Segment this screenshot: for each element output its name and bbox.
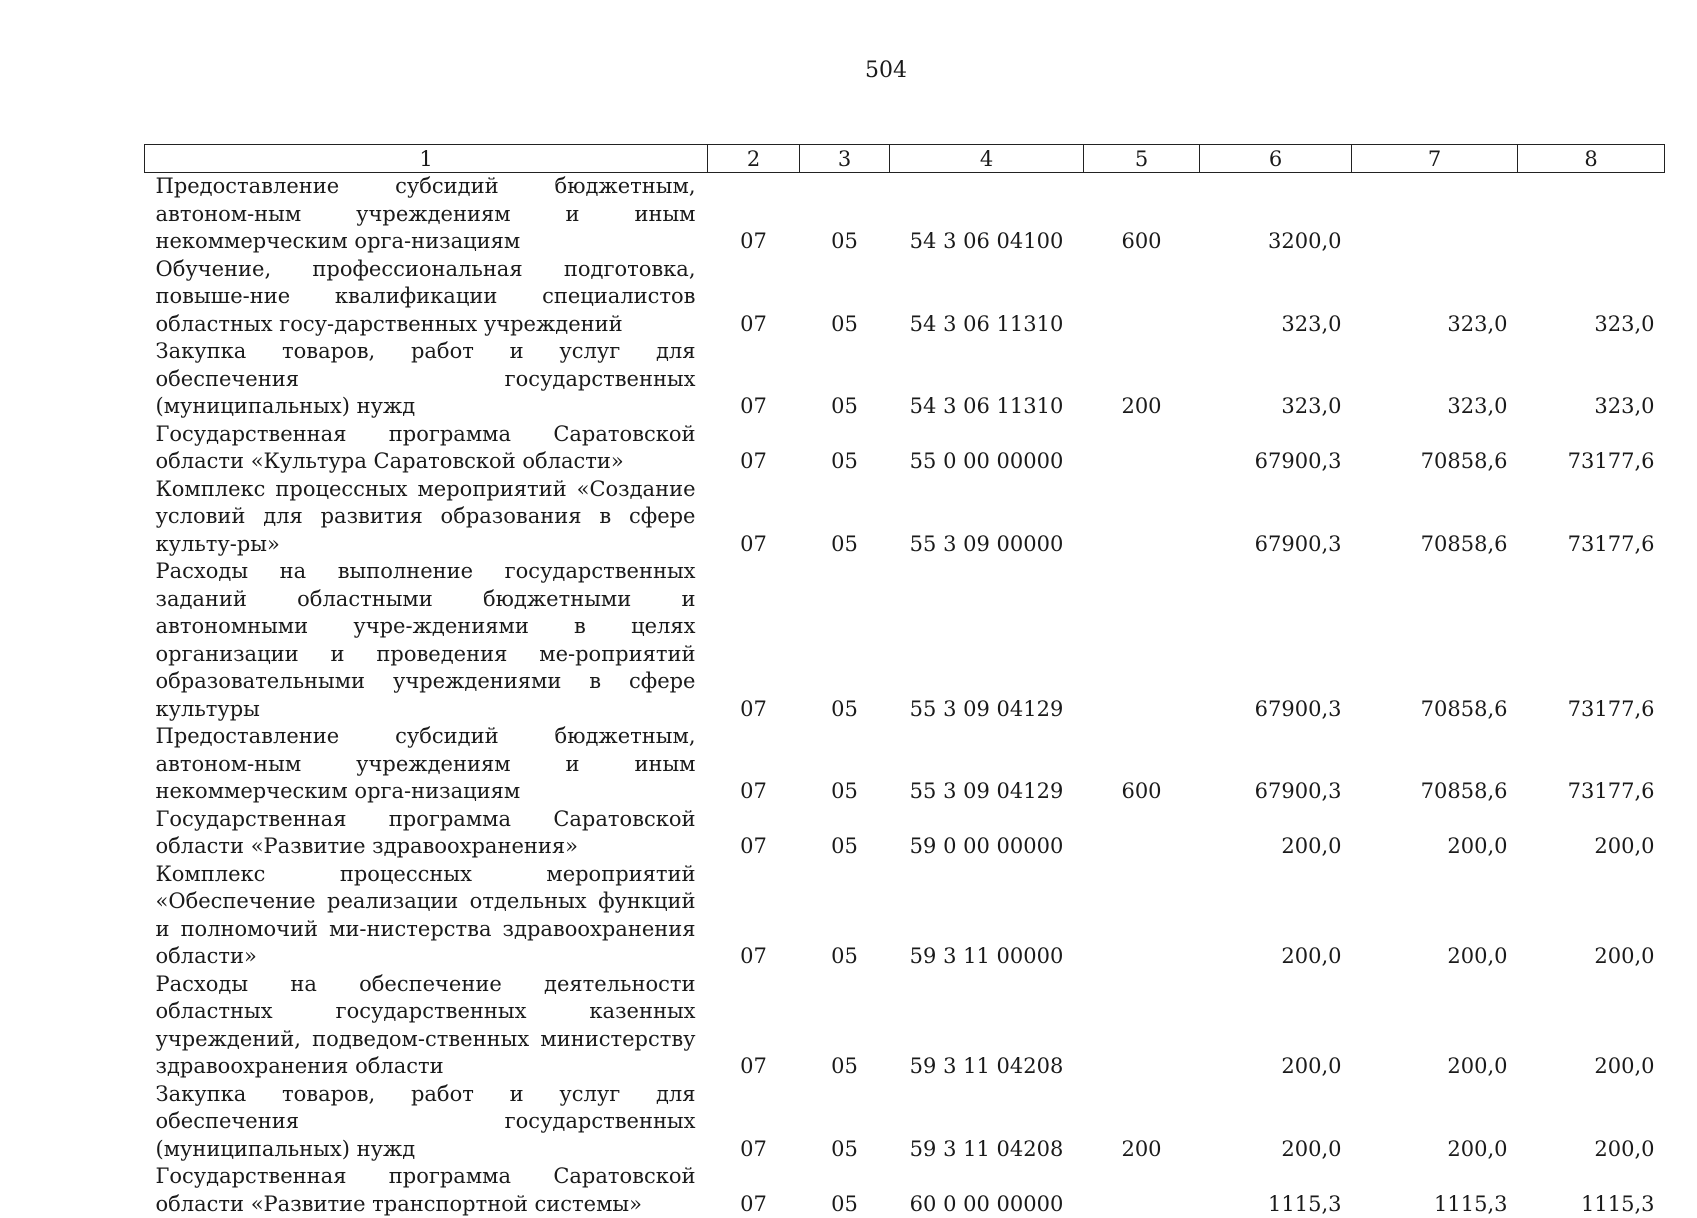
row-target-article: 55 0 00 00000	[890, 421, 1084, 476]
row-name: Закупка товаров, работ и услуг для обеспечения государственных (муниципальных) нужд	[145, 1081, 708, 1164]
table-row	[145, 1163, 1665, 1218]
row-section: 07	[708, 173, 800, 256]
table-row	[145, 861, 1665, 971]
row-value-col8	[1518, 173, 1665, 256]
row-expense-type: 200	[1084, 1081, 1200, 1164]
row-value-col8: 73177,6	[1518, 558, 1665, 723]
row-subsection: 05	[800, 558, 890, 723]
row-value-col6: 67900,3	[1200, 723, 1352, 806]
row-value-col7: 200,0	[1352, 806, 1518, 861]
row-value-col6: 323,0	[1200, 256, 1352, 339]
row-name: Закупка товаров, работ и услуг для обеспечения государственных (муниципальных) нужд	[145, 338, 708, 421]
row-value-col7: 70858,6	[1352, 723, 1518, 806]
row-section: 07	[708, 861, 800, 971]
row-subsection: 05	[800, 1163, 890, 1218]
row-section: 07	[708, 256, 800, 339]
row-target-article: 55 3 09 04129	[890, 723, 1084, 806]
table-row	[145, 723, 1665, 806]
row-value-col6: 200,0	[1200, 861, 1352, 971]
table-row	[145, 558, 1665, 723]
table-row	[145, 476, 1665, 559]
header-col-2: 2	[708, 145, 800, 173]
row-section: 07	[708, 476, 800, 559]
row-value-col8: 73177,6	[1518, 421, 1665, 476]
row-expense-type: 600	[1084, 723, 1200, 806]
row-value-col6: 200,0	[1200, 971, 1352, 1081]
row-subsection: 05	[800, 723, 890, 806]
row-value-col8: 73177,6	[1518, 723, 1665, 806]
row-subsection: 05	[800, 421, 890, 476]
row-value-col6: 67900,3	[1200, 476, 1352, 559]
row-value-col6: 200,0	[1200, 806, 1352, 861]
row-value-col7: 200,0	[1352, 1081, 1518, 1164]
row-target-article: 59 3 11 04208	[890, 1081, 1084, 1164]
row-name: Предоставление субсидий бюджетным, автоном-ным учреждениям и иным некоммерческим орга-низациям	[145, 723, 708, 806]
table-header	[145, 145, 1665, 173]
row-expense-type	[1084, 971, 1200, 1081]
table-row	[145, 806, 1665, 861]
row-value-col6: 323,0	[1200, 338, 1352, 421]
row-subsection: 05	[800, 256, 890, 339]
row-expense-type: 200	[1084, 338, 1200, 421]
row-subsection: 05	[800, 971, 890, 1081]
table-row	[145, 971, 1665, 1081]
header-row	[145, 145, 1665, 173]
row-value-col6: 1115,3	[1200, 1163, 1352, 1218]
page-number: 504	[0, 58, 1697, 83]
row-value-col7: 70858,6	[1352, 421, 1518, 476]
row-value-col7: 1115,3	[1352, 1163, 1518, 1218]
row-expense-type	[1084, 421, 1200, 476]
row-expense-type	[1084, 1163, 1200, 1218]
row-expense-type	[1084, 476, 1200, 559]
row-value-col8: 200,0	[1518, 861, 1665, 971]
row-section: 07	[708, 806, 800, 861]
row-name: Расходы на обеспечение деятельности областных государственных казенных учреждений, подведом-ственных министерству здравоохранения области	[145, 971, 708, 1081]
row-section: 07	[708, 558, 800, 723]
row-value-col8: 200,0	[1518, 971, 1665, 1081]
row-target-article: 60 0 00 00000	[890, 1163, 1084, 1218]
row-value-col7	[1352, 173, 1518, 256]
row-section: 07	[708, 421, 800, 476]
row-section: 07	[708, 1081, 800, 1164]
row-subsection: 05	[800, 338, 890, 421]
row-target-article: 59 3 11 00000	[890, 861, 1084, 971]
row-expense-type	[1084, 861, 1200, 971]
row-name: Государственная программа Саратовской области «Развитие транспортной системы»	[145, 1163, 708, 1218]
row-name: Государственная программа Саратовской области «Развитие здравоохранения»	[145, 806, 708, 861]
row-value-col6: 67900,3	[1200, 421, 1352, 476]
row-value-col8: 200,0	[1518, 1081, 1665, 1164]
row-value-col7: 200,0	[1352, 861, 1518, 971]
budget-table	[144, 144, 1665, 1218]
row-value-col8: 323,0	[1518, 256, 1665, 339]
row-value-col8: 323,0	[1518, 338, 1665, 421]
row-value-col6: 3200,0	[1200, 173, 1352, 256]
row-section: 07	[708, 1163, 800, 1218]
table-row	[145, 173, 1665, 256]
row-name: Обучение, профессиональная подготовка, повыше-ние квалификации специалистов областных госу-дарственных учреждений	[145, 256, 708, 339]
header-col-4: 4	[890, 145, 1084, 173]
row-name: Комплекс процессных мероприятий «Обеспечение реализации отдельных функций и полномочий ми-нистерства здравоохранения области»	[145, 861, 708, 971]
header-col-1: 1	[145, 145, 708, 173]
row-target-article: 54 3 06 11310	[890, 256, 1084, 339]
row-name: Комплекс процессных мероприятий «Создание условий для развития образования в сфере культу-ры»	[145, 476, 708, 559]
row-name: Предоставление субсидий бюджетным, автоном-ным учреждениям и иным некоммерческим орга-низациям	[145, 173, 708, 256]
row-target-article: 54 3 06 11310	[890, 338, 1084, 421]
row-section: 07	[708, 338, 800, 421]
row-value-col8: 200,0	[1518, 806, 1665, 861]
row-section: 07	[708, 971, 800, 1081]
table-row	[145, 1081, 1665, 1164]
row-target-article: 55 3 09 00000	[890, 476, 1084, 559]
row-subsection: 05	[800, 173, 890, 256]
row-target-article: 54 3 06 04100	[890, 173, 1084, 256]
table-body	[145, 173, 1665, 1218]
row-value-col8: 73177,6	[1518, 476, 1665, 559]
row-expense-type: 600	[1084, 173, 1200, 256]
row-value-col7: 323,0	[1352, 338, 1518, 421]
row-target-article: 59 3 11 04208	[890, 971, 1084, 1081]
row-target-article: 55 3 09 04129	[890, 558, 1084, 723]
table-row	[145, 421, 1665, 476]
row-value-col7: 200,0	[1352, 971, 1518, 1081]
row-value-col7: 323,0	[1352, 256, 1518, 339]
header-col-7: 7	[1352, 145, 1518, 173]
header-col-5: 5	[1084, 145, 1200, 173]
row-subsection: 05	[800, 476, 890, 559]
row-expense-type	[1084, 806, 1200, 861]
header-col-8: 8	[1518, 145, 1665, 173]
row-value-col8: 1115,3	[1518, 1163, 1665, 1218]
row-value-col6: 67900,3	[1200, 558, 1352, 723]
row-expense-type	[1084, 256, 1200, 339]
row-target-article: 59 0 00 00000	[890, 806, 1084, 861]
table-row	[145, 338, 1665, 421]
row-subsection: 05	[800, 861, 890, 971]
row-subsection: 05	[800, 806, 890, 861]
row-expense-type	[1084, 558, 1200, 723]
table-row	[145, 256, 1665, 339]
header-col-6: 6	[1200, 145, 1352, 173]
row-value-col7: 70858,6	[1352, 476, 1518, 559]
row-section: 07	[708, 723, 800, 806]
row-name: Государственная программа Саратовской области «Культура Саратовской области»	[145, 421, 708, 476]
row-name: Расходы на выполнение государственных заданий областными бюджетными и автономными учре-ждениями в целях организации и проведения ме-роприятий образовательными учреждениями в сфере культуры	[145, 558, 708, 723]
row-value-col7: 70858,6	[1352, 558, 1518, 723]
row-subsection: 05	[800, 1081, 890, 1164]
row-value-col6: 200,0	[1200, 1081, 1352, 1164]
header-col-3: 3	[800, 145, 890, 173]
